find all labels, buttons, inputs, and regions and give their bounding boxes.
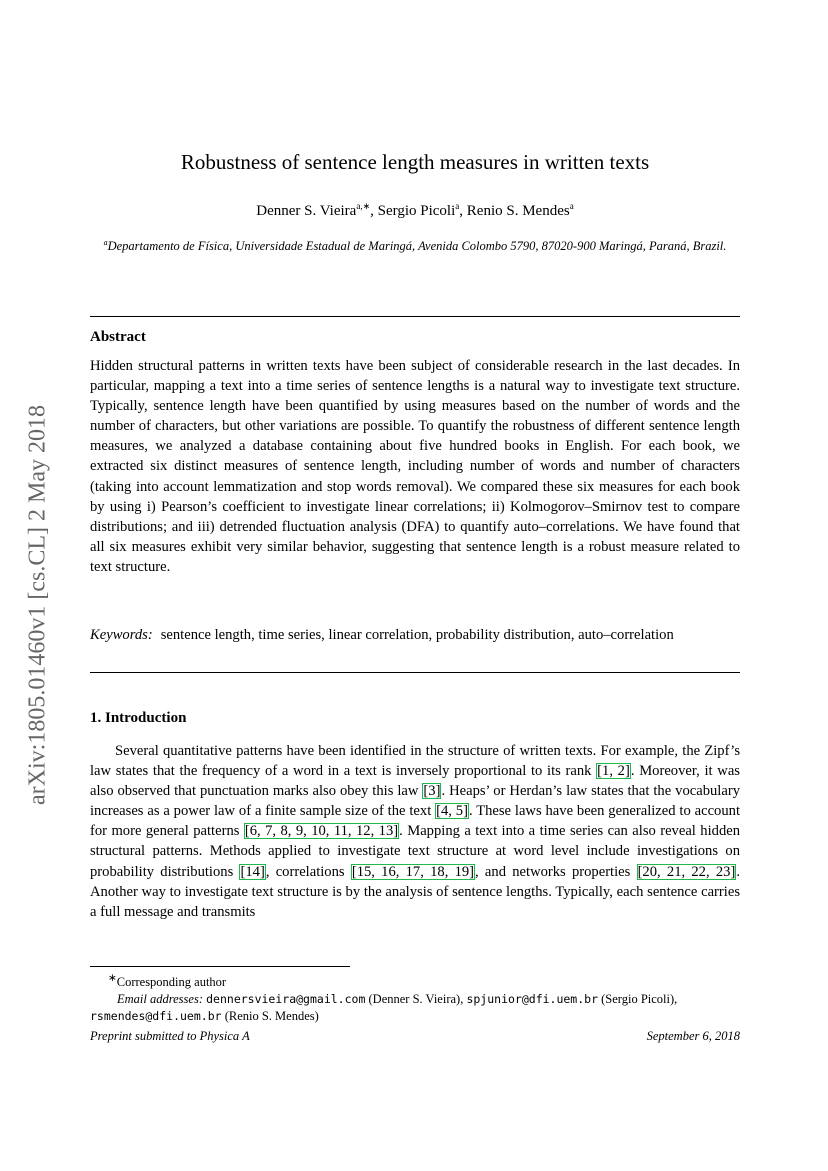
date-note: September 6, 2018 [646, 1029, 740, 1043]
author-list [90, 201, 740, 220]
affiliation: $^a$Departamento de Física, Universidade Estadual de Maringá, Avenida Colombo 5790, 87020-900 Maringá, Paraná, Brazil. [103, 238, 727, 254]
citation-link[interactable]: [15, 16, 17, 18, 19] [351, 863, 475, 880]
intro-text: . Mapping a text into a time series can also reveal hidden structural patterns. Methods applied to investigate text structure at word level include investigations on probability distributions [90, 823, 741, 880]
intro-text: , and networks properties [475, 863, 637, 880]
keywords [90, 625, 740, 645]
preprint-note: Preprint submitted to Physica A [90, 1029, 250, 1043]
citation-link[interactable]: [4, 5] [436, 803, 468, 820]
citation-link[interactable]: [6, 7, 8, 9, 10, 11, 12, 13] [244, 823, 399, 840]
arxiv-sidebar [18, 365, 58, 845]
footnote [90, 970, 740, 1025]
paper-title: Robustness of sentence length measures in written texts [180, 150, 650, 174]
footnote-rule [90, 966, 350, 967]
intro-text: , correlations [265, 863, 351, 880]
email-link[interactable]: spjunior@dfi.uem.br [466, 992, 599, 1007]
intro-text: . These laws have been generalized to account for more general patterns [90, 803, 740, 840]
abstract-heading: Abstract [90, 329, 146, 345]
citation-link[interactable]: [1, 2] [597, 763, 630, 780]
email-addresses: Email addresses: dennersvieira@gmail.com (Denner S. Vieira), spjunior@dfi.uem.br (Sergio Picoli), rsmendes@dfi.uem.br (Renio S. Mendes) [90, 992, 678, 1024]
arxiv-identifier: arXiv:1805.01460v1 [cs.CL] 2 May 2018 [24, 405, 51, 805]
citation-link[interactable]: [20, 21, 22, 23] [637, 863, 736, 880]
abstract-top-rule [90, 316, 740, 317]
intro-text: . Moreover, it was also observed that punctuation marks also obey this law [90, 763, 740, 800]
intro-text: . Heaps’ or Herdan’s law states that the vocabulary increases as a power law of a finite sample size of the text [90, 783, 740, 820]
author-1: Denner S. Vieira$^{a,∗}$, [256, 201, 378, 219]
corresponding-author-note: ∗Corresponding author [108, 973, 227, 990]
keywords-label: Keywords: [90, 627, 153, 643]
citation-link[interactable]: [14] [240, 863, 265, 880]
author-2: Sergio Picoli$^a$, [377, 201, 467, 219]
abstract-text: Hidden structural patterns in written texts have been subject of considerable research in the last decades. In particular, mapping a text into a time series of sentence lengths is a natural way to investigate text structure. Typically, sentence length have been quantified by using measures based on the number of words and the number of characters, but other variations are possible. To quantify the robustness of different sentence length measures, we analyzed a database containing about five hundred books in English. For each book, we extracted six distinct measures of sentence length, including number of words and number of characters (taking into account lemmatization and stop words removal). We compared these six measures for each book by using i) Pearson’s coefficient to investigate linear correlations; ii) Kolmogorov–Smirnov test to compare distributions; and iii) detrended fluctuation analysis (DFA) to quantify auto–correlations. We have found that all six measures exhibit very similar behavior, suggesting that sentence length is a robust measure related to text structure. [90, 358, 740, 575]
email-link[interactable]: dennersvieira@gmail.com [206, 992, 366, 1007]
abstract-bottom-rule [90, 672, 740, 673]
author-3: Renio S. Mendes$^a$ [466, 201, 574, 219]
email-link[interactable]: rsmendes@dfi.uem.br [90, 1009, 222, 1024]
section-heading-introduction: 1. Introduction [90, 710, 187, 726]
email-label: Email addresses: [117, 992, 203, 1007]
intro-text: Several quantitative patterns have been identified in the structure of written texts. For example, the Zipf’s law states that the frequency of a word in a text is inversely proportional to its rank [90, 743, 740, 780]
introduction-paragraph [90, 741, 740, 922]
keywords-text: sentence length, time series, linear correlation, probability distribution, auto–correlation [160, 627, 674, 643]
intro-text: . Another way to investigate text structure is by the analysis of sentence lengths. Typically, each sentence carries a full message and transmits [90, 863, 740, 920]
citation-link[interactable]: [3] [423, 783, 441, 800]
